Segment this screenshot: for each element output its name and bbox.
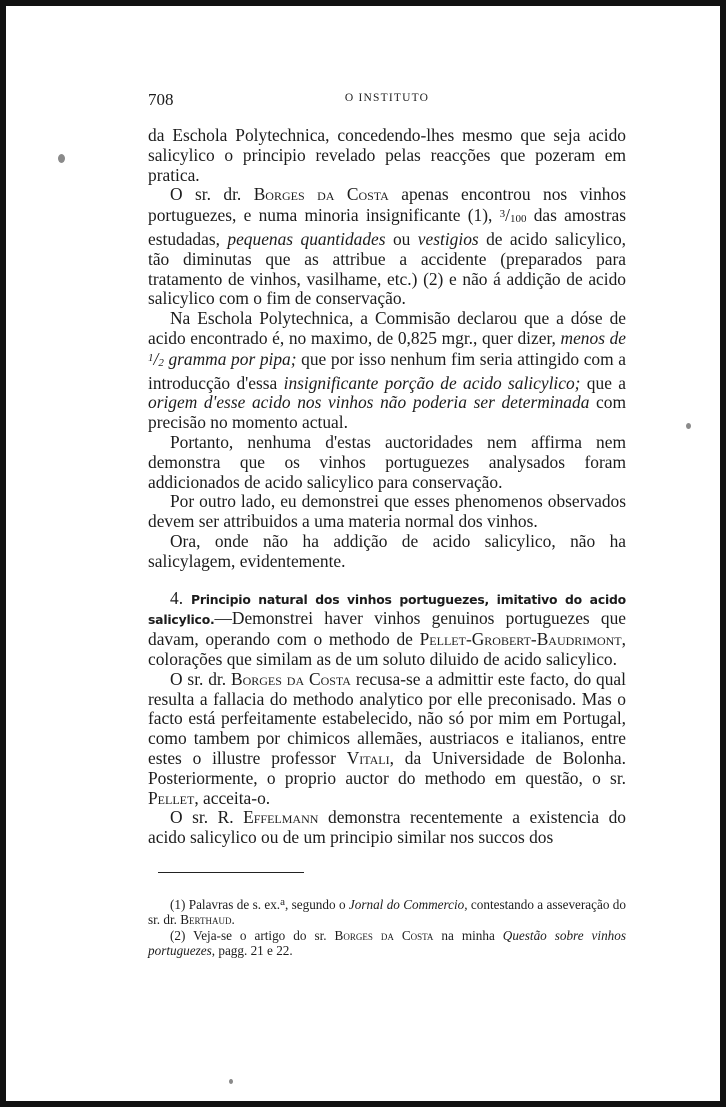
section-4: 4. Principio natural dos vinhos portuguezes, imitativo do acido salicylico.—Demonstrei haver vinhos genuinos portuguezes que davam, operando com o methodo de Pellet-Grobert-Baudrimont, colorações que similam as de um soluto diluido de acido salicylico. (148, 587, 626, 669)
section-gap (148, 572, 626, 589)
paragraph-4: Portanto, nenhuma d'estas auctoridades nem affirma nem demonstra que os vinhos portuguezes analysados foram addicionados de acido salicylico para conservação. (148, 431, 626, 492)
paragraph-6: Ora, onde não ha addição de acido salicylico, não ha salicylagem, evidentemente. (148, 530, 626, 571)
speck (229, 1079, 233, 1084)
speck (686, 423, 691, 429)
section-number: 4. (170, 587, 191, 608)
paragraph-1: da Eschola Polytechnica, concedendo-lhes mesmo que seja acido salicylico o principio revelado pelas reacções que pozeram em pratica. (148, 125, 626, 185)
paragraph-8: O sr. dr. Borges da Costa recusa-se a admittir este facto, do qual resulta a fallacia do methodo analytico por elle preconisado. Mas o facto está perfeitamente estabelecido, não só por mim em Portugal, como tambem por chimicos allemães, austriacos e italianos, entre estes o illustre professor Vitali, da Universidade de Bolonha. Posteriormente, o proprio auctor do methodo em questão, o sr. Pellet, acceita-o. (148, 668, 626, 808)
page-number: 708 (148, 90, 174, 109)
running-head (148, 90, 626, 120)
footnote-rule (158, 872, 304, 873)
book-page (148, 90, 626, 959)
paragraph-9: O sr. R. Effelmann demonstra recentemente a existencia do acido salicylico ou de um principio similar nos succos dos (148, 807, 626, 848)
footnotes (148, 895, 626, 959)
speck (58, 154, 65, 163)
author-name: Borges da Costa (253, 184, 389, 205)
paragraph-3: Na Eschola Polytechnica, a Commisão declarou que a dóse de acido encontrado é, no maximo, de 0,825 mgr., quer dizer, menos de $^1$/2 gramma por pipa; que por isso nenhum fim seria attingido com a introducção d'essa insignificante porção de acido salicylico; que a origem d'esse acido nos vinhos não poderia ser determinada com precisão no momento actual. (148, 308, 627, 433)
body-text (148, 126, 626, 848)
section-title: Principio natural dos vinhos portuguezes, imitativo do acido salicylico. (148, 591, 626, 628)
method-authors: Pellet-Grobert-Baudrimont (419, 629, 622, 650)
paragraph-2: O sr. dr. Borges da Costa apenas encontrou nos vinhos portuguezes, e numa minoria insignificante (1), $^3$/100 das amostras estudadas, pequenas quantidades ou vestigios de acido salicylico, tão diminutas que as attribue a accidente (preparados para tratamento de vinhos, vasilhame, etc.) (2) e não á addição de acido salicylico com o fim de conservação. (148, 184, 627, 309)
footnote-1: (1) Palavras de s. ex.$^a$, segundo o Jornal do Commercio, contestando a asseveração do sr. dr. Berthaud. (148, 895, 626, 928)
paragraph-5: Por outro lado, eu demonstrei que esses phenomenos observados devem ser attribuidos a uma materia normal dos vinhos. (148, 491, 626, 532)
journal-title: O INSTITUTO (344, 92, 430, 104)
footnote-2: (2) Veja-se o artigo do sr. Borges da Costa na minha Questão sobre vinhos portuguezes, pagg. 21 e 22. (148, 927, 626, 959)
